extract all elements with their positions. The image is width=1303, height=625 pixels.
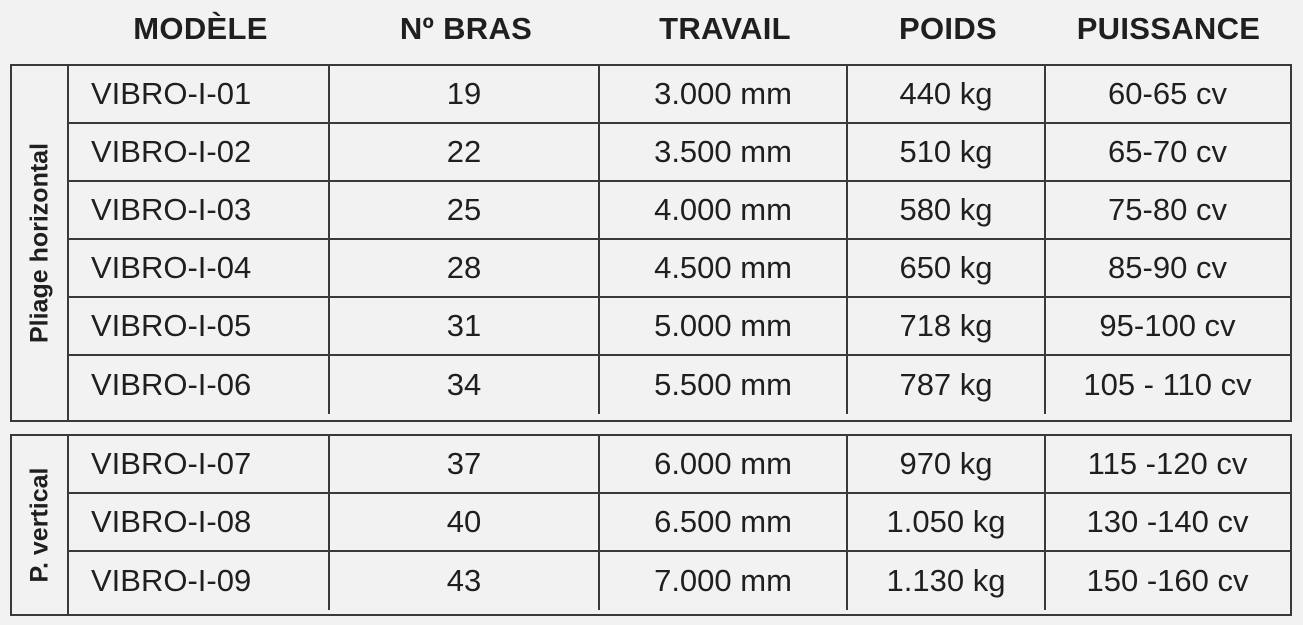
cell-model: VIBRO-I-05	[69, 298, 330, 354]
header-weight: POIDS	[899, 11, 997, 46]
cell-model: VIBRO-I-01	[69, 66, 330, 122]
table-row	[69, 552, 1290, 610]
table-row	[69, 298, 1290, 356]
cell-arms: 31	[330, 298, 600, 354]
cell-weight: 580 kg	[848, 182, 1046, 238]
cell-arms: 34	[330, 356, 600, 414]
cell-weight: 718 kg	[848, 298, 1046, 354]
cell-power: 65-70 cv	[1108, 134, 1227, 169]
cell-work: 5.500 mm	[600, 356, 848, 414]
group-rows	[69, 436, 1290, 614]
cell-weight: 510 kg	[848, 124, 1046, 180]
cell-power: 75-80 cv	[1108, 192, 1227, 227]
header-work: TRAVAIL	[659, 11, 791, 46]
cell-model: VIBRO-I-08	[69, 494, 330, 550]
cell-model: VIBRO-I-06	[69, 356, 330, 414]
group-horizontal	[10, 64, 1292, 422]
cell-power: 85-90 cv	[1108, 250, 1227, 285]
cell-model: VIBRO-I-03	[69, 182, 330, 238]
header-power: PUISSANCE	[1076, 11, 1261, 46]
cell-arms: 43	[330, 552, 600, 610]
cell-work: 6.000 mm	[600, 436, 848, 492]
table-row	[69, 66, 1290, 124]
table-row	[69, 182, 1290, 240]
table-header	[70, 0, 1292, 58]
cell-model: VIBRO-I-02	[69, 124, 330, 180]
cell-arms: 22	[330, 124, 600, 180]
cell-power: 95-100 cv	[1099, 308, 1236, 343]
table-row	[69, 356, 1290, 414]
cell-work: 3.000 mm	[600, 66, 848, 122]
group-label-text: Pliage horizontal	[25, 142, 53, 344]
cell-weight: 650 kg	[848, 240, 1046, 296]
table-row	[69, 124, 1290, 182]
group-label-horizontal	[12, 66, 69, 420]
cell-arms: 28	[330, 240, 600, 296]
group-label-text: P. vertical	[25, 467, 53, 583]
cell-weight: 1.050 kg	[848, 494, 1046, 550]
cell-model: VIBRO-I-07	[69, 436, 330, 492]
group-rows	[69, 66, 1290, 420]
table-row	[69, 240, 1290, 298]
cell-power: 130 -140 cv	[1086, 504, 1249, 539]
cell-power: 150 -160 cv	[1086, 563, 1249, 598]
cell-model: VIBRO-I-04	[69, 240, 330, 296]
cell-work: 4.500 mm	[600, 240, 848, 296]
table-row	[69, 494, 1290, 552]
cell-weight: 970 kg	[848, 436, 1046, 492]
cell-power: 115 -120 cv	[1087, 446, 1248, 481]
group-vertical	[10, 434, 1292, 616]
header-arms: Nº BRAS	[399, 11, 533, 46]
cell-weight: 787 kg	[848, 356, 1046, 414]
cell-work: 5.000 mm	[600, 298, 848, 354]
cell-power: 105 - 110 cv	[1083, 367, 1252, 402]
cell-work: 4.000 mm	[600, 182, 848, 238]
cell-arms: 37	[330, 436, 600, 492]
cell-work: 7.000 mm	[600, 552, 848, 610]
cell-power: 60-65 cv	[1108, 76, 1227, 111]
cell-weight: 440 kg	[848, 66, 1046, 122]
cell-model: VIBRO-I-09	[69, 552, 330, 610]
cell-work: 3.500 mm	[600, 124, 848, 180]
cell-work: 6.500 mm	[600, 494, 848, 550]
group-label-vertical	[12, 436, 69, 614]
cell-arms: 19	[330, 66, 600, 122]
cell-arms: 40	[330, 494, 600, 550]
cell-weight: 1.130 kg	[848, 552, 1046, 610]
table-row	[69, 436, 1290, 494]
header-model: MODÈLE	[133, 11, 268, 46]
cell-arms: 25	[330, 182, 600, 238]
